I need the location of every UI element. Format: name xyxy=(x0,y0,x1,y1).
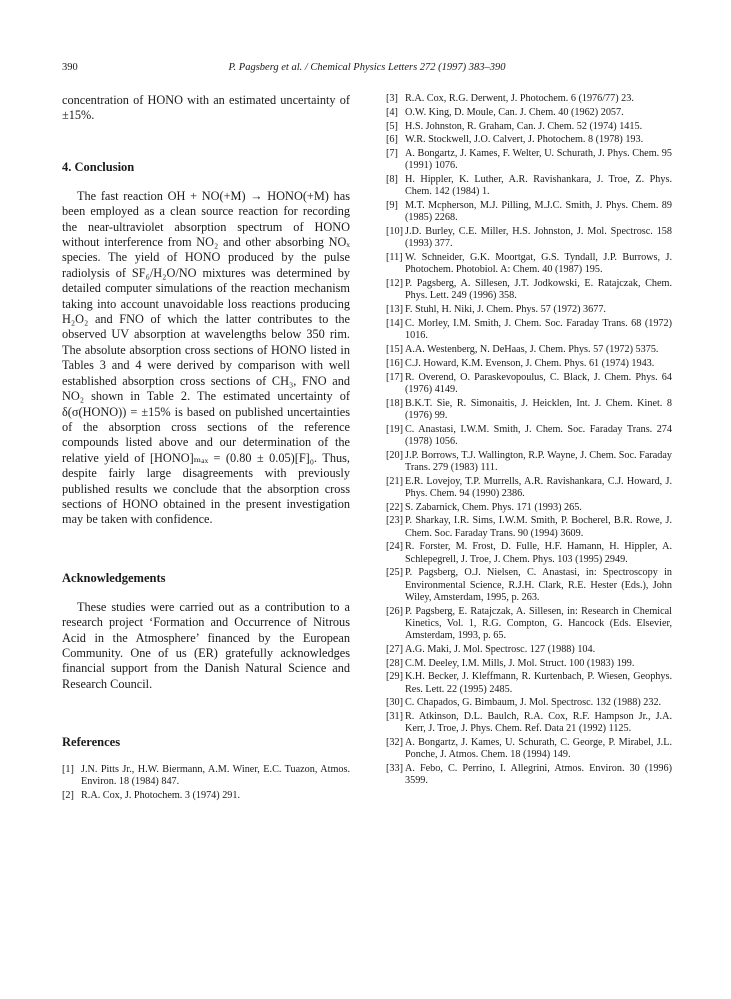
reference-item xyxy=(386,252,672,276)
reference-text: R.A. Cox, R.G. Derwent, J. Photochem. 6 (1976/77) 23. xyxy=(405,93,634,104)
reference-text: J.P. Borrows, T.J. Wallington, R.P. Wayne, J. Chem. Soc. Faraday Trans. 279 (1983) 111. xyxy=(405,449,672,473)
reference-item xyxy=(386,372,672,396)
reference-text: R. Atkinson, D.L. Baulch, R.A. Cox, R.F. Hampson Jr., J.A. Kerr, J. Troe, J. Phys. Chem. Ref. Data 21 (1992) 1125. xyxy=(405,711,672,735)
reference-number: [31] xyxy=(386,711,403,723)
reference-number: [9] xyxy=(386,200,398,212)
reference-item xyxy=(386,344,672,356)
reference-text: A.G. Maki, J. Mol. Spectrosc. 127 (1988) 104. xyxy=(405,643,596,655)
reference-number: [1] xyxy=(62,764,74,776)
right-column xyxy=(386,93,672,789)
reference-text: P. Pagsberg, A. Sillesen, J.T. Jodkowski, E. Ratajczak, Chem. Phys. Lett. 249 (1996) 358. xyxy=(405,278,672,302)
reference-text: R. Forster, M. Frost, D. Fulle, H.F. Hamann, H. Hippler, A. Schlepegrell, J. Troe, J. Chem. Phys. 103 (1995) 2949. xyxy=(405,541,672,565)
reference-number: [32] xyxy=(386,737,403,749)
references-list-left xyxy=(62,764,350,802)
reference-number: [15] xyxy=(386,343,403,355)
reference-item xyxy=(386,358,672,370)
reference-text: C. Chapados, G. Bimbaum, J. Mol. Spectrosc. 132 (1988) 232. xyxy=(405,697,662,709)
reference-item xyxy=(386,763,672,787)
reference-text: P. Pagsberg, O.J. Nielsen, C. Anastasi, in: Spectroscopy in Environmental Science, R.J.H. Clark, R.E. Hester (Eds.), John Wiley, Amsterdam, 1995, p. 263. xyxy=(405,567,672,603)
reference-item xyxy=(386,515,672,539)
left-column xyxy=(62,93,350,804)
reference-item xyxy=(386,174,672,198)
reference-item xyxy=(386,711,672,735)
reference-number: [22] xyxy=(386,501,403,513)
reference-number: [33] xyxy=(386,763,403,775)
reference-text: J.N. Pitts Jr., H.W. Biermann, A.M. Winer, E.C. Tuazon, Atmos. Environ. 18 (1984) 847. xyxy=(81,764,350,788)
reference-text: A. Febo, C. Perrino, I. Allegrini, Atmos. Environ. 30 (1996) 3599. xyxy=(405,763,672,787)
reference-text: C.M. Deeley, I.M. Mills, J. Mol. Struct. 100 (1983) 199. xyxy=(405,657,635,669)
reference-item xyxy=(386,107,672,119)
reference-text: E.R. Lovejoy, T.P. Murrells, A.R. Ravishankara, C.J. Howard, J. Phys. Chem. 94 (1990) 2386. xyxy=(405,475,672,499)
reference-item xyxy=(386,737,672,761)
reference-text: A. Bongartz, J. Kames, U. Schurath, C. George, P. Mirabel, J.L. Ponche, J. Atmos. Chem. 18 (1994) 149. xyxy=(405,737,672,761)
intro-paragraph: concentration of HONO with an estimated uncertainty of ±15%. xyxy=(62,93,350,123)
reference-item xyxy=(386,697,672,709)
reference-number: [27] xyxy=(386,643,403,655)
reference-item xyxy=(386,304,672,316)
reference-number: [3] xyxy=(386,93,398,104)
reference-item xyxy=(386,318,672,342)
reference-text: C. Morley, I.M. Smith, J. Chem. Soc. Faraday Trans. 68 (1972) 1016. xyxy=(405,317,672,342)
reference-item xyxy=(386,476,672,500)
page-number: 390 xyxy=(62,62,78,73)
reference-item xyxy=(386,121,672,133)
reference-item xyxy=(62,790,350,802)
reference-item xyxy=(386,450,672,474)
reference-text: C.J. Howard, K.M. Evenson, J. Chem. Phys. 61 (1974) 1943. xyxy=(405,357,655,369)
reference-number: [4] xyxy=(386,106,398,118)
reference-text: A. Bongartz, J. Kames, F. Welter, U. Schurath, J. Phys. Chem. 95 (1991) 1076. xyxy=(405,148,672,172)
reference-text: K.H. Becker, J. Kleffmann, R. Kurtenbach, P. Wiesen, Geophys. Res. Lett. 22 (1995) 2485. xyxy=(405,671,672,695)
reference-item xyxy=(386,671,672,695)
reference-number: [16] xyxy=(386,357,403,369)
reference-number: [23] xyxy=(386,515,403,527)
reference-text: J.D. Burley, C.E. Miller, H.S. Johnston, J. Mol. Spectrosc. 158 (1993) 377. xyxy=(405,226,672,250)
reference-text: W.R. Stockwell, J.O. Calvert, J. Photochem. 8 (1978) 193. xyxy=(405,134,644,146)
reference-item xyxy=(62,764,350,788)
reference-number: [24] xyxy=(386,541,403,553)
reference-number: [30] xyxy=(386,697,403,709)
reference-text: B.K.T. Sie, R. Simonaitis, J. Heicklen, Int. J. Chem. Kinet. 8 (1976) 99. xyxy=(405,397,672,421)
reference-item xyxy=(386,567,672,604)
references-list-right xyxy=(386,93,672,788)
reference-text: S. Zabarnick, Chem. Phys. 171 (1993) 265. xyxy=(405,501,582,513)
reference-text: H.S. Johnston, R. Graham, Can. J. Chem. 52 (1974) 1415. xyxy=(405,120,643,132)
running-head: P. Pagsberg et al. / Chemical Physics Letters 272 (1997) 383–390 xyxy=(228,62,506,73)
references-heading: References xyxy=(62,735,121,750)
reference-number: [18] xyxy=(386,397,403,409)
reference-text: F. Stuhl, H. Niki, J. Chem. Phys. 57 (1972) 3677. xyxy=(405,304,606,316)
reference-number: [29] xyxy=(386,671,403,683)
reference-number: [25] xyxy=(386,567,403,579)
reference-text: M.T. Mcpherson, M.J. Pilling, M.J.C. Smith, J. Phys. Chem. 89 (1985) 2268. xyxy=(405,200,672,224)
reference-number: [5] xyxy=(386,120,398,132)
reference-item xyxy=(386,424,672,448)
reference-item xyxy=(386,134,672,146)
reference-number: [14] xyxy=(386,317,403,329)
acknowledgements-text: These studies were carried out as a contribution to a research project ‘Formation and Occurrence of Nitrous Acid in the Atmosphere’ financed by the European Community. One of us (ER) gratefully acknowledges financial support from the Danish Natural Science and Research Council. xyxy=(62,599,350,691)
reference-item xyxy=(386,541,672,565)
reference-number: [28] xyxy=(386,657,403,669)
reference-item xyxy=(386,93,672,105)
reference-item xyxy=(386,502,672,514)
acknowledgements-heading: Acknowledgements xyxy=(62,570,166,585)
reference-item xyxy=(386,278,672,302)
reference-number: [12] xyxy=(386,278,403,290)
reference-number: [7] xyxy=(386,148,398,160)
reference-number: [13] xyxy=(386,304,403,316)
reference-number: [11] xyxy=(386,252,403,264)
reference-number: [17] xyxy=(386,371,403,383)
reference-number: [10] xyxy=(386,226,403,238)
reference-text: R. Overend, O. Paraskevopoulus, C. Black, J. Chem. Phys. 64 (1976) 4149. xyxy=(405,371,672,395)
reference-number: [21] xyxy=(386,475,403,487)
reference-text: A.A. Westenberg, N. DeHaas, J. Chem. Phys. 57 (1972) 5375. xyxy=(405,343,659,355)
reference-text: W. Schneider, G.K. Moortgat, G.S. Tyndall, J.P. Burrows, J. Photochem. Photobiol. A: Chem. 40 (1987) 195. xyxy=(405,252,672,276)
reference-text: P. Pagsberg, E. Ratajczak, A. Sillesen, in: Research in Chemical Kinetics, Vol. 1, R.G. Compton, G. Hancock (Eds. Elsevier, Amsterdam, 1993, p. 65. xyxy=(405,605,672,641)
reference-number: [6] xyxy=(386,134,398,146)
reference-item xyxy=(386,658,672,670)
reference-item xyxy=(386,200,672,224)
reference-number: [26] xyxy=(386,605,403,617)
reference-item xyxy=(386,606,672,643)
conclusion-heading: 4. Conclusion xyxy=(62,159,135,174)
reference-number: [20] xyxy=(386,449,403,461)
reference-text: R.A. Cox, J. Photochem. 3 (1974) 291. xyxy=(81,790,241,802)
reference-text: O.W. King, D. Moule, Can. J. Chem. 40 (1962) 2057. xyxy=(405,106,624,118)
reference-item xyxy=(386,644,672,656)
reference-item xyxy=(386,398,672,422)
reference-text: P. Sharkay, I.R. Sims, I.W.M. Smith, P. Bocherel, B.R. Rowe, J. Chem. Soc. Faraday Trans. 90 (1994) 3609. xyxy=(405,515,672,539)
reference-number: [8] xyxy=(386,174,398,186)
conclusion-text: The fast reaction OH + NO(+M) → HONO(+M) has been employed as a clean source reaction for recording the near-ultraviolet absorption spectrum of HONO without interference from NO₂ and other absorbing NOₓ species. The yield of HONO produced by the pulse radiolysis of SF₆/H₂O/NO mixtures was determined by detailed computer simulations of the reaction mechanism taking into account unavoidable loss reactions producing H₂O₂ and FNO of which the latter contributes to the observed UV absorption at wavelengths below 350 rim. The absolute absorption cross sections of HONO listed in Tables 3 and 4 were derived by comparison with well established absorption cross sections of CH₃, FNO and NO₂ shown in Table 2. The estimated uncertainty of δ(σ(HONO)) = ±15% is based on published uncertainties of the absorption cross sections of the reference compounds listed above and our determination of the relative yield of [HONO]ₘₐₓ = (0.80 ± 0.05)[F]₀. Thus, despite fairly large disagreements with previously published results we conclude that the absorption cross sections of HONO obtained in the present investigation may be taken with confidence. xyxy=(62,188,350,527)
reference-item xyxy=(386,148,672,172)
reference-item xyxy=(386,226,672,250)
reference-number: [19] xyxy=(386,423,403,435)
page-header xyxy=(62,62,672,78)
reference-number: [2] xyxy=(62,790,74,802)
reference-text: H. Hippler, K. Luther, A.R. Ravishankara, J. Troe, Z. Phys. Chem. 142 (1984) 1. xyxy=(405,174,672,198)
reference-text: C. Anastasi, I.W.M. Smith, J. Chem. Soc. Faraday Trans. 274 (1978) 1056. xyxy=(405,423,672,447)
